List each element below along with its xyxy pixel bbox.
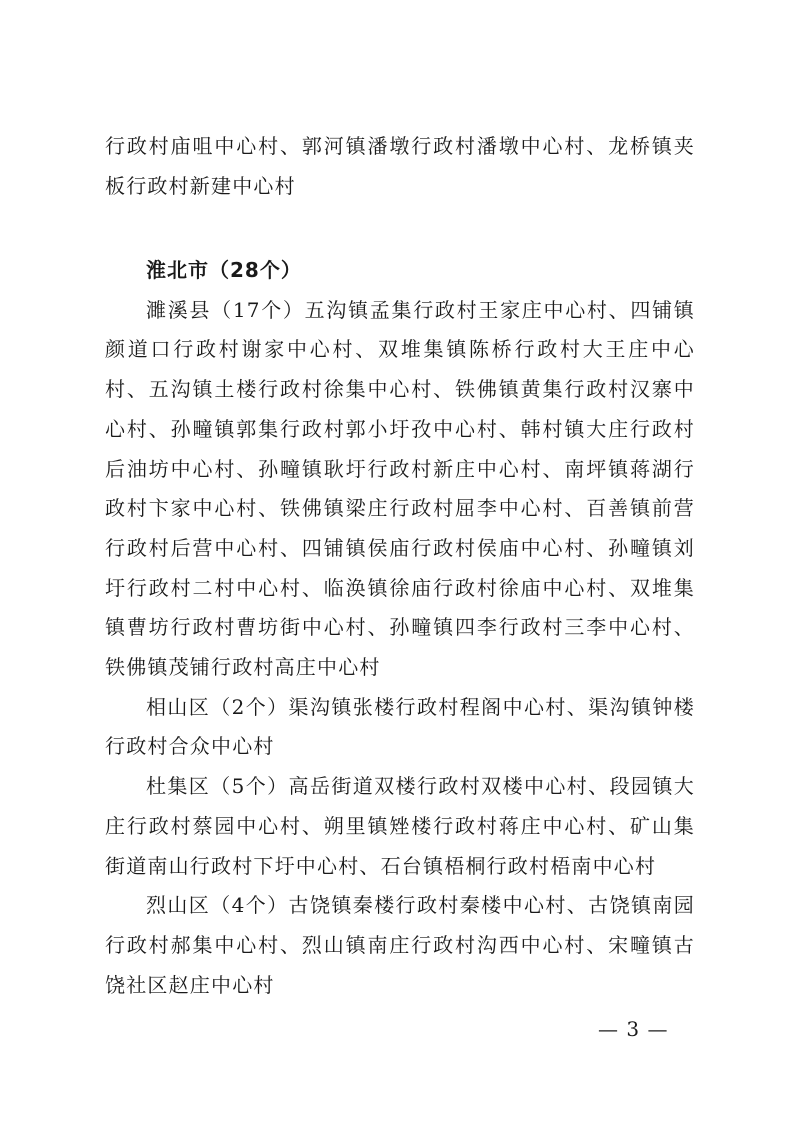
district-paragraph-suixi: 濉溪县（17个）五沟镇孟集行政村王家庄中心村、四铺镇颜道口行政村谢家中心村、双堆集镇陈桥行政村大王庄中心村、五沟镇土楼行政村徐集中心村、铁佛镇黄集行政村汉寨中心村、孙疃镇郭集行政村郭小圩孜中心村、韩村镇大庄行政村后油坊中心村、孙疃镇耿圩行政村新庄中心村、南坪镇蒋湖行政村卞家中心村、铁佛镇梁庄行政村屈李中心村、百善镇前营行政村后营中心村、四铺镇侯庙行政村侯庙中心村、孙疃镇刘圩行政村二村中心村、临涣镇徐庙行政村徐庙中心村、双堆集镇曹坊行政村曹坊街中心村、孙疃镇四李行政村三李中心村、铁佛镇茂铺行政村高庄中心村	[105, 297, 695, 680]
continuation-paragraph	[105, 127, 695, 206]
district-paragraph-duji: 杜集区（5个）高岳街道双楼行政村双楼中心村、段园镇大庄行政村蔡园中心村、朔里镇矬楼行政村蒋庄中心村、矿山集街道南山行政村下圩中心村、石台镇梧桐行政村梧南中心村	[105, 774, 695, 878]
city-section	[105, 251, 695, 1005]
page-number: — 3 —	[598, 1017, 669, 1041]
district-paragraph-xiangshan: 相山区（2个）渠沟镇张楼行政村程阁中心村、渠沟镇钟楼行政村合众中心村	[105, 694, 695, 759]
district-paragraph-lieshan: 烈山区（4个）古饶镇秦楼行政村秦楼中心村、古饶镇南园行政村郝集中心村、烈山镇南庄行政村沟西中心村、宋疃镇古饶社区赵庄中心村	[105, 893, 695, 997]
city-heading: 淮北市（28个）	[146, 258, 302, 282]
continuation-text: 行政村庙咀中心村、郭河镇潘墩行政村潘墩中心村、龙桥镇夹板行政村新建中心村	[105, 134, 695, 198]
